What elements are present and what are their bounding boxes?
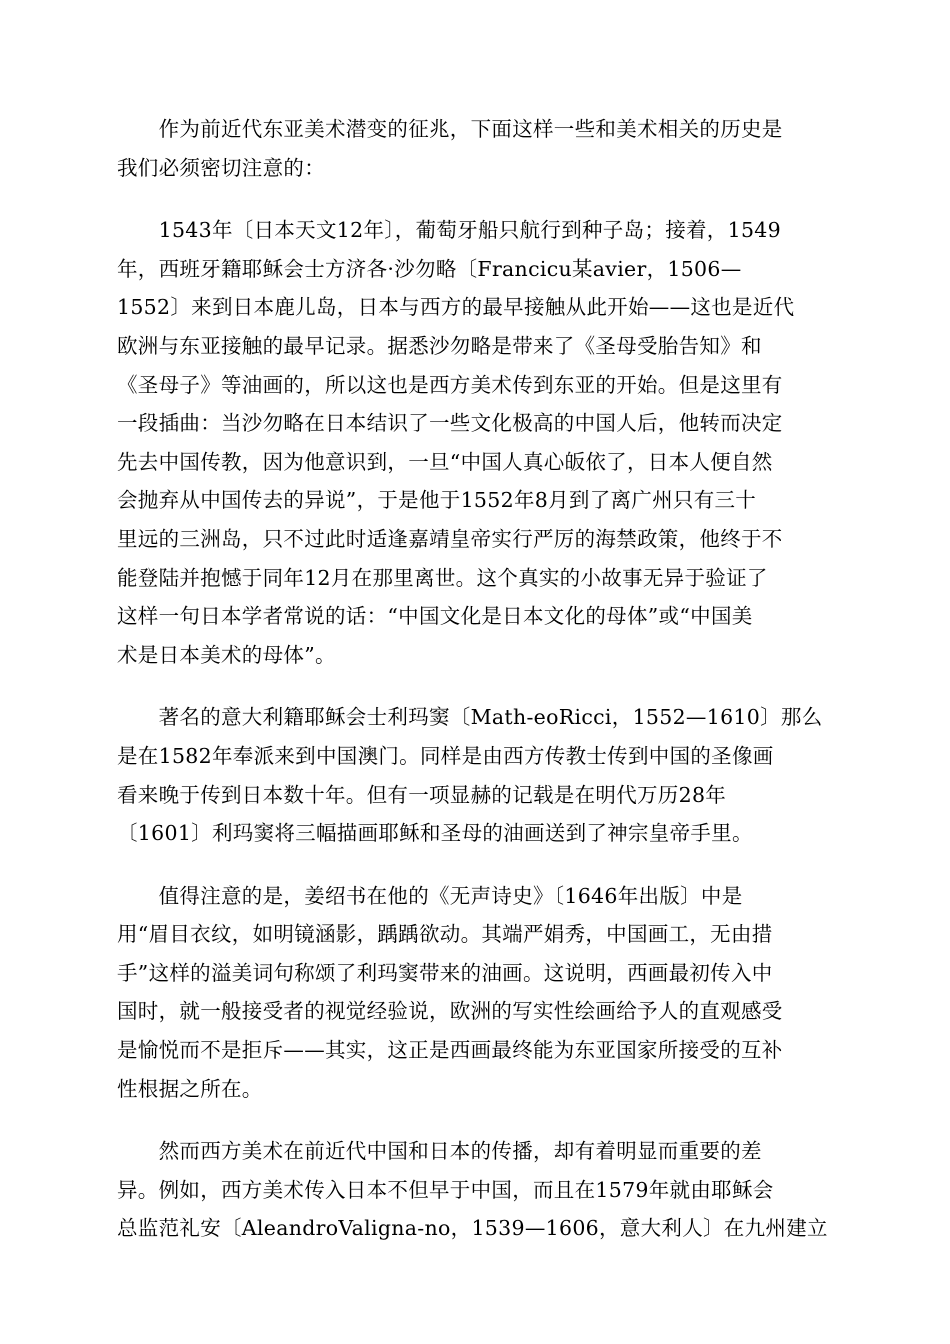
text-line: 〔1601〕利玛窦将三幅描画耶稣和圣母的油画送到了神宗皇帝手里。 <box>117 821 753 846</box>
text-line: 异。例如，西方美术传入日本不但早于中国，而且在1579年就由耶稣会 <box>117 1177 774 1202</box>
text-line: 会抛弃从中国传去的异说”，于是他于1552年8月到了离广州只有三十 <box>117 488 757 513</box>
text-line: 总监范礼安〔AleandroValigna-no，1539—1606，意大利人〕在九州建立 <box>117 1216 828 1241</box>
paragraph-intro <box>117 110 833 187</box>
text-line: 先去中国传教，因为他意识到，一旦“中国人真心皈依了，日本人便自然 <box>117 449 773 474</box>
text-line: 著名的意大利籍耶稣会士利玛窦〔Math-eoRicci，1552—1610〕那么 <box>117 705 823 730</box>
paragraph-xavier <box>117 211 833 674</box>
text-line: 1543年〔日本天文12年〕，葡萄牙船只航行到种子岛；接着，1549 <box>117 218 781 243</box>
paragraph-ricci <box>117 698 833 852</box>
text-line: 看来晚于传到日本数十年。但有一项显赫的记载是在明代万历28年 <box>117 782 727 807</box>
text-line: 用“眉目衣纹，如明镜涵影，踽踽欲动。其端严娟秀，中国画工，无由措 <box>117 922 773 947</box>
text-line: 性根据之所在。 <box>117 1076 263 1101</box>
text-line: 作为前近代东亚美术潜变的征兆，下面这样一些和美术相关的历史是 <box>117 117 783 141</box>
paragraph-jiang-shaoshu <box>117 877 833 1109</box>
text-line: 手”这样的溢美词句称颂了利玛窦带来的油画。这说明，西画最初传入中 <box>117 960 773 985</box>
text-line: 是在1582年奉派来到中国澳门。同样是由西方传教士传到中国的圣像画 <box>117 743 774 768</box>
text-line: 里远的三洲岛，只不过此时适逢嘉靖皇帝实行严厉的海禁政策，他终于不 <box>117 526 783 551</box>
text-line: 我们必须密切注意的： <box>117 155 325 180</box>
text-line: 这样一句日本学者常说的话：“中国文化是日本文化的母体”或“中国美 <box>117 604 753 629</box>
text-line: 值得注意的是，姜绍书在他的《无声诗史》〔1646年出版〕中是 <box>117 883 743 908</box>
text-line: 欧洲与东亚接触的最早记录。据悉沙勿略是带来了《圣母受胎告知》和 <box>117 333 762 358</box>
text-line: 《圣母子》等油画的，所以这也是西方美术传到东亚的开始。但是这里有 <box>117 372 783 397</box>
text-line: 是愉悦而不是拒斥——其实，这正是西画最终能为东亚国家所接受的互补 <box>117 1038 783 1063</box>
text-line: 一段插曲：当沙勿略在日本结识了一些文化极高的中国人后，他转而决定 <box>117 411 783 436</box>
text-line: 术是日本美术的母体”。 <box>117 642 336 667</box>
text-line: 年，西班牙籍耶稣会士方济各·沙勿略〔Francicu某avier，1506— <box>117 256 742 281</box>
text-line: 能登陆并抱憾于同年12月在那里离世。这个真实的小故事无异于验证了 <box>117 565 768 590</box>
text-line: 然而西方美术在前近代中国和日本的传播，却有着明显而重要的差 <box>117 1139 762 1164</box>
text-line: 国时，就一般接受者的视觉经验说，欧洲的写实性绘画给予人的直观感受 <box>117 999 783 1024</box>
paragraph-difference <box>117 1132 833 1248</box>
text-line: 1552〕来到日本鹿儿岛，日本与西方的最早接触从此开始——这也是近代 <box>117 295 795 320</box>
document-body <box>117 110 833 1272</box>
